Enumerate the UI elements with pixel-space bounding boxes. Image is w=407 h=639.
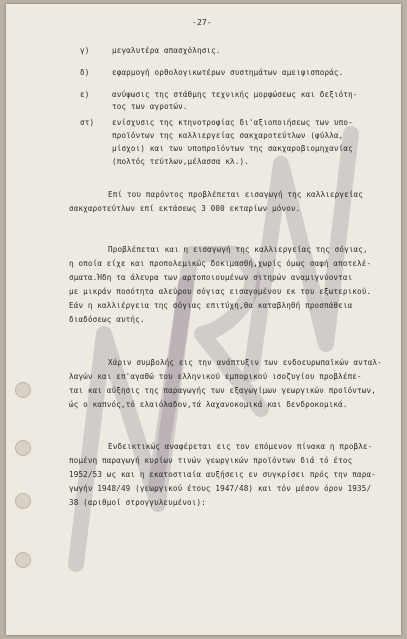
typed-text <box>6 4 401 635</box>
paragraph-line: γωγήν 1948/49 (γεωργικού έτους 1947/48) και τόν μέσον όρον 1935/ <box>69 484 372 493</box>
list-item-text: μίσχοι) και των υποπροϊόντων της σακχαροβιομηχανίας <box>112 144 353 153</box>
paragraph-line: με μικράν ποσότητα αλεύρου σόγιας εισαγομένου εκ του εξωτερικού. <box>69 287 372 296</box>
document-page <box>6 4 401 635</box>
paragraph-line: λαγών και επ'αγαθώ του ελληνικού εμπορικού ισοζυγίου προβλέπε- <box>69 372 362 381</box>
paragraph-line: 1952/53 ως και η εκατοστιαία αυξήσεις εν συγκρίσει πρός την παρα- <box>69 470 376 479</box>
paragraph-line: η οποία είχε και προπολεμικώς δοκιμασθή,χωρίς όμως σαφή αποτελέ- <box>69 259 372 268</box>
list-item-text: ενίσχυσις της κτηνοτροφίας δι'αξιοποιήσεως των υπο- <box>112 118 353 127</box>
paragraph-line: σματα.Ήδη τα άλευρα των αρτοποιουμένων σιτηρών αναμιγνύονται <box>69 273 353 282</box>
list-item-text: ανύψωσις της στάθμης τεχνικής μορφώσεως και δεξιότη- <box>112 90 358 99</box>
page-number: -27- <box>192 18 212 27</box>
list-marker: στ) <box>80 118 95 127</box>
paragraph-line: 38 (αριθμοί στρογγυλευμένοι): <box>69 498 206 507</box>
list-item-text: μεγαλυτέρα απασχόλησις. <box>112 46 221 55</box>
paragraph-line: διαδόσεως αυτής. <box>69 315 145 324</box>
paragraph-line: ται και αύξησις της παραγωγής των εξαγωγίμων γεωργικών προϊόντων, <box>69 386 376 395</box>
list-item-text: (πολτός τεύτλων,μέλασσα κλ.). <box>112 157 249 166</box>
list-marker: ε) <box>80 90 90 99</box>
list-item-text: εφαρμογή ορθολογικωτέρων συστημάτων αμειψισποράς. <box>112 68 344 77</box>
paragraph-line: Προβλέπεται και η εισαγωγή της καλλιεργείας της σόγιας, <box>108 245 368 254</box>
paragraph-line: ώς ο καπνός,τό ελαιόλαδον,τά λαχανοκομικά και δενδροκομικά. <box>69 400 348 409</box>
paragraph-line: Επί του παρόντος προβλέπεται εισαγωγή της καλλιεργείας <box>108 190 363 199</box>
paragraph-line: σακχαροτεύτλων επί εκτάσεως 3 000 εκταρίων μόνον. <box>69 204 301 213</box>
list-marker: γ) <box>80 46 90 55</box>
paragraph-line: Χάριν συμβολής εις την ανάπτυξιν των ενδοευρωπαϊκών ανταλ- <box>108 358 382 367</box>
paragraph-line: Ενδεικτικώς αναφέρεται εις τον επόμενον πίνακα η προβλε- <box>108 442 373 451</box>
paragraph-line: πομένη παραγωγή κυρίων τινών γεωργικών προϊόντων διά τό έτος <box>69 456 353 465</box>
paragraph-line: Εάν η καλλιέργεια της σόγιας επιτύχη,θα καταβληθή προσπάθεια <box>69 301 353 310</box>
list-item-text: προϊόντων της καλλιεργείας σακχαροτεύτλων (φύλλα, <box>112 131 344 140</box>
list-item-text: τος των αγροτών. <box>112 102 188 111</box>
list-marker: δ) <box>80 68 90 77</box>
